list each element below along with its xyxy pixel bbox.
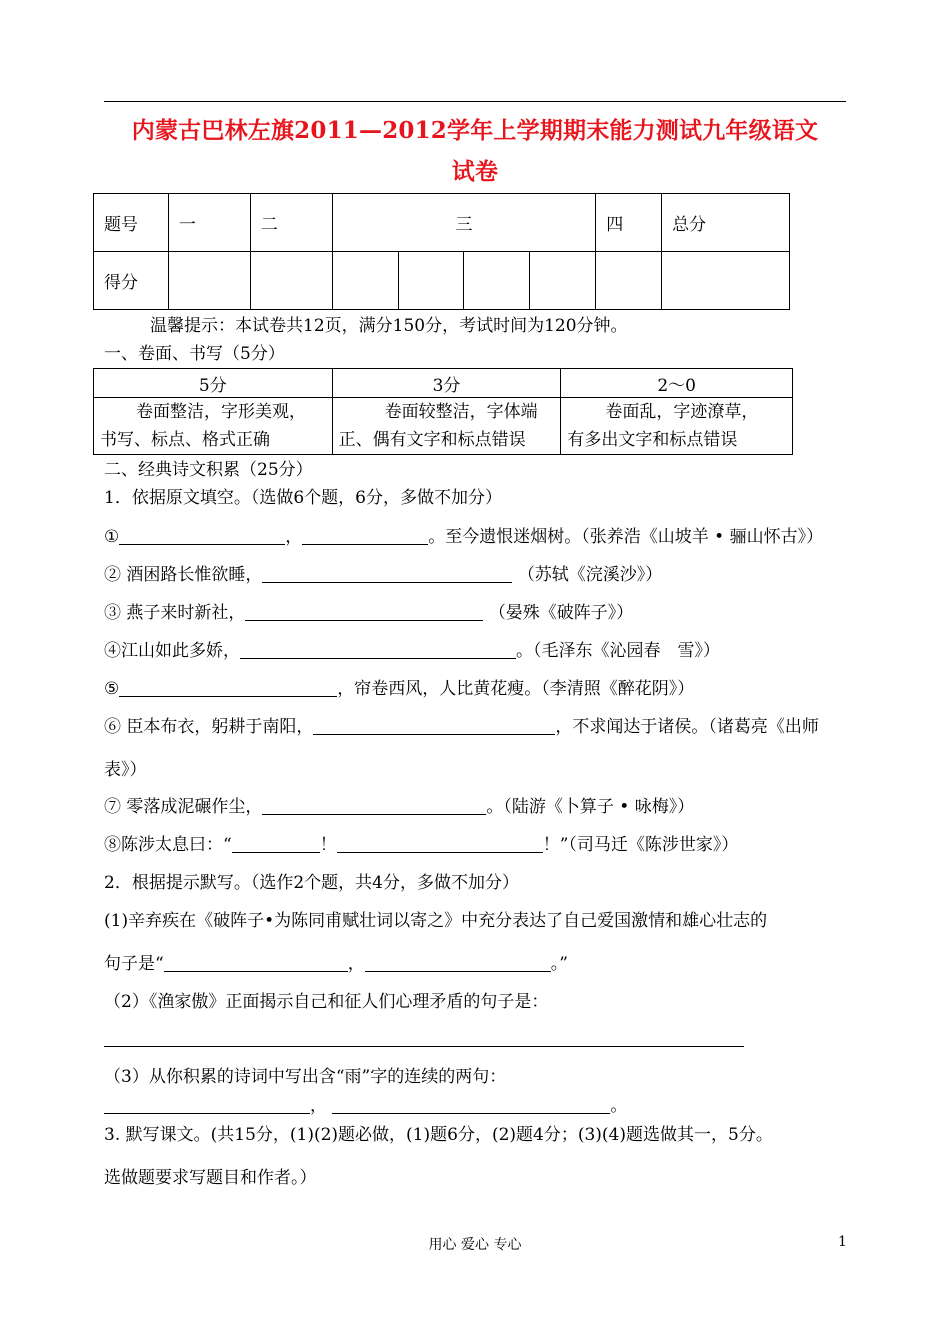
grade-header-5: 5分 bbox=[94, 369, 333, 398]
fill-item-3 bbox=[104, 602, 633, 624]
score-cell[interactable] bbox=[332, 252, 398, 310]
fill-item-5 bbox=[104, 678, 694, 700]
score-header-label: 题号 bbox=[94, 194, 169, 252]
item-text: ，不求闻达于诸侯。（诸葛亮《出师 bbox=[555, 717, 819, 737]
punct: ！ bbox=[319, 835, 337, 855]
section2-heading: 二、经典诗文积累（25分） bbox=[104, 460, 313, 480]
item-text: 。至今遗恨迷烟树。（张养浩《山坡羊 • 骊山怀古》） bbox=[428, 527, 824, 547]
question-1: 1．依据原文填空。（选做6个题，6分，多做不加分） bbox=[104, 488, 502, 508]
item-text: ④江山如此多娇， bbox=[104, 641, 240, 661]
score-cell[interactable] bbox=[168, 252, 250, 310]
grade-cell-3 bbox=[332, 398, 561, 455]
item-source: （苏轼《浣溪沙》） bbox=[517, 565, 663, 585]
grade-cell-0 bbox=[561, 398, 793, 455]
fill-item-7 bbox=[104, 796, 694, 818]
fill-item-6-cont: 表》） bbox=[104, 760, 147, 780]
item-number: ① bbox=[104, 527, 120, 547]
item-text: ⑦ 零落成泥碾作尘， bbox=[104, 797, 263, 817]
grade-cell-5-line2: 书写、标点、格式正确 bbox=[100, 430, 270, 450]
footer-motto: 用心 爱心 专心 bbox=[428, 1237, 522, 1253]
grade-cell-5-line1: 卷面整洁，字形美观， bbox=[136, 402, 306, 422]
score-header-total: 总分 bbox=[662, 194, 790, 252]
question-2-2: （2）《渔家傲》正面揭示自己和征人们心理矛盾的句子是： bbox=[104, 992, 549, 1012]
item-text: ② 酒困路长惟欲睡， bbox=[104, 565, 263, 585]
question-2-3: （3）从你积累的诗词中写出含“雨”字的连续的两句： bbox=[104, 1067, 507, 1087]
answer-blank[interactable] bbox=[119, 527, 285, 545]
question-3: 3. 默写课文。(共15分，(1)(2)题必做，(1)题6分，(2)题4分；(3)(4)题选做其一，5分。 bbox=[104, 1125, 773, 1145]
grade-cell-3-line1: 卷面较整洁，字体端 bbox=[384, 402, 538, 422]
question-3-cont: 选做题要求写题目和作者。） bbox=[104, 1168, 317, 1188]
answer-blank[interactable] bbox=[232, 835, 320, 853]
answer-blank[interactable] bbox=[332, 1096, 610, 1114]
punct: ， bbox=[310, 1096, 327, 1116]
score-row-label: 得分 bbox=[94, 252, 169, 310]
score-table bbox=[93, 193, 790, 310]
grading-table bbox=[93, 368, 793, 455]
exam-tip: 温馨提示：本试卷共12页，满分150分，考试时间为120分钟。 bbox=[150, 316, 628, 336]
answer-blank[interactable] bbox=[365, 954, 551, 972]
fill-item-8 bbox=[104, 834, 738, 856]
punct: 。 bbox=[610, 1096, 628, 1116]
question-2-1: (1)辛弃疾在《破阵子•为陈同甫赋壮词以寄之》中充分表达了自己爱国激情和雄心壮志的 bbox=[104, 911, 768, 931]
score-cell[interactable] bbox=[530, 252, 596, 310]
answer-blank[interactable] bbox=[337, 835, 543, 853]
item-source: ！”（司马迁《陈涉世家》） bbox=[542, 835, 739, 855]
score-header-1: 一 bbox=[168, 194, 250, 252]
score-cell[interactable] bbox=[398, 252, 464, 310]
answer-blank[interactable] bbox=[313, 717, 555, 735]
fill-item-4 bbox=[104, 640, 720, 662]
answer-blank[interactable] bbox=[164, 954, 348, 972]
fill-item-1 bbox=[104, 526, 823, 548]
grade-cell-0-line2: 有多出文字和标点错误 bbox=[567, 430, 738, 450]
fill-item-2 bbox=[104, 564, 662, 586]
answer-line[interactable] bbox=[104, 1046, 744, 1047]
item-source: （晏殊《破阵子》） bbox=[488, 603, 634, 623]
question-2: 2．根据提示默写。（选作2个题，共4分，多做不加分） bbox=[104, 873, 519, 893]
grade-header-3: 3分 bbox=[332, 369, 561, 398]
item-text: 句子是“ bbox=[104, 954, 164, 974]
answer-blank[interactable] bbox=[262, 565, 512, 583]
score-cell[interactable] bbox=[464, 252, 530, 310]
item-number: ⑤ bbox=[104, 679, 120, 699]
score-header-4: 四 bbox=[596, 194, 662, 252]
answer-blank[interactable] bbox=[262, 797, 486, 815]
item-text: ⑥ 臣本布衣，躬耕于南阳， bbox=[104, 717, 314, 737]
answer-blank[interactable] bbox=[245, 603, 483, 621]
item-source: 。（陆游《卜算子 • 咏梅》） bbox=[486, 797, 695, 817]
item-source: 。（毛泽东《沁园春 雪》） bbox=[516, 641, 720, 661]
header-rule bbox=[104, 101, 846, 102]
answer-blank[interactable] bbox=[302, 527, 428, 545]
section1-heading: 一、卷面、书写（5分） bbox=[104, 344, 285, 364]
grade-cell-0-line1: 卷面乱，字迹潦草， bbox=[605, 402, 759, 422]
page-title-cont: 试卷 bbox=[451, 158, 499, 185]
page-title: 内蒙古巴林左旗2011—2012学年上学期期末能力测试九年级语文 bbox=[131, 117, 819, 144]
fill-item-6 bbox=[104, 716, 819, 738]
question-2-1-answer bbox=[104, 953, 568, 975]
punct: 。” bbox=[550, 954, 568, 974]
score-cell[interactable] bbox=[250, 252, 332, 310]
item-text: ⑧陈涉太息曰：“ bbox=[104, 835, 232, 855]
score-header-2: 二 bbox=[250, 194, 332, 252]
grade-cell-5 bbox=[94, 398, 333, 455]
grade-header-0: 2～0 bbox=[561, 369, 793, 398]
answer-blank[interactable] bbox=[104, 1096, 310, 1114]
page-number: 1 bbox=[838, 1234, 847, 1250]
grade-cell-3-line2: 正、偶有文字和标点错误 bbox=[338, 430, 526, 450]
item-text: ③ 燕子来时新社， bbox=[104, 603, 246, 623]
punct: ， bbox=[347, 954, 365, 974]
score-cell[interactable] bbox=[596, 252, 662, 310]
answer-blank[interactable] bbox=[240, 641, 516, 659]
item-text: ，帘卷西风，人比黄花瘦。（李清照《醉花阴》） bbox=[337, 679, 695, 699]
score-cell[interactable] bbox=[662, 252, 790, 310]
score-header-3: 三 bbox=[332, 194, 596, 252]
question-2-3-answer bbox=[104, 1095, 627, 1117]
answer-blank[interactable] bbox=[119, 679, 337, 697]
punct: ， bbox=[285, 527, 303, 547]
